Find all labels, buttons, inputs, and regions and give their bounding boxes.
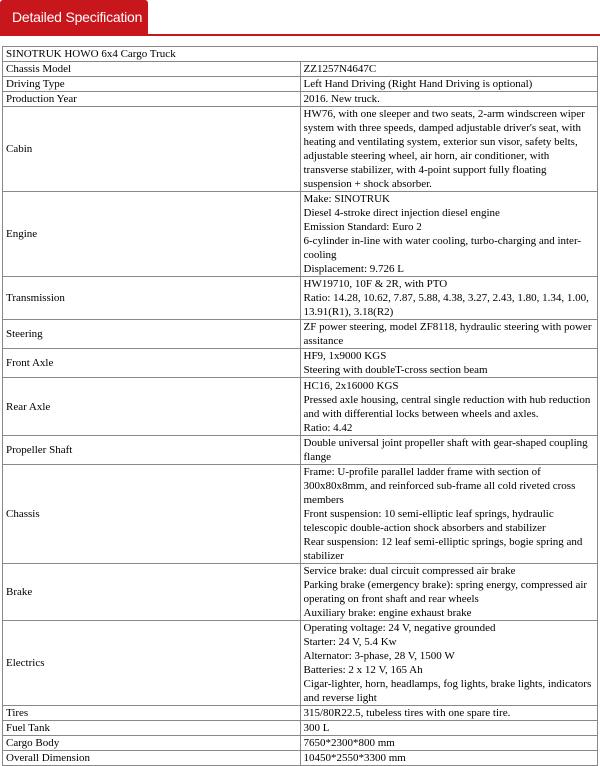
spec-value-line: Pressed axle housing, central single reduction with hub reduction and with differential locks between wheels and axles.: [303, 393, 591, 420]
spec-key: Transmission: [3, 277, 301, 320]
spec-value-line: Auxiliary brake: engine exhaust brake: [303, 607, 472, 619]
spec-value: [300, 736, 598, 751]
spec-title-row: [3, 47, 598, 62]
spec-key: Chassis Model: [3, 62, 301, 77]
spec-value-line: Frame: U-profile parallel ladder frame with section of 300x80x8mm, and reinforced sub-frame all cold riveted cross members: [303, 466, 576, 506]
spec-row: [3, 92, 598, 107]
spec-value-line: 6-cylinder in-line with water cooling, turbo-charging and inter-cooling: [303, 235, 582, 261]
spec-value-line: Alternator: 3-phase, 28 V, 1500 W: [303, 650, 455, 662]
spec-row: [3, 465, 598, 564]
spec-value: [300, 751, 598, 766]
spec-value-line: ZF power steering, model ZF8118, hydraulic steering with power assitance: [303, 321, 592, 347]
spec-row: [3, 621, 598, 706]
spec-key: Cabin: [3, 107, 301, 192]
spec-value: [300, 62, 598, 77]
spec-value-line: Displacement: 9.726 L: [303, 263, 405, 275]
spec-value-line: Parking brake (emergency brake): spring energy, compressed air operating on front shaft and rear wheels: [303, 579, 588, 605]
tab-detailed-specification[interactable]: Detailed Specification: [0, 0, 148, 34]
spec-value-line: Starter: 24 V, 5.4 Kw: [303, 636, 397, 648]
spec-value: [300, 378, 598, 436]
spec-key: Brake: [3, 564, 301, 621]
spec-value-line: Make: SINOTRUK: [303, 193, 390, 205]
spec-key: Front Axle: [3, 349, 301, 378]
spec-row: [3, 436, 598, 465]
spec-value-line: Ratio: 4.42: [303, 421, 353, 434]
spec-key: Rear Axle: [3, 378, 301, 436]
spec-value: [300, 92, 598, 107]
spec-value-line: 10450*2550*3300 mm: [303, 752, 406, 764]
spec-row: [3, 107, 598, 192]
spec-value-line: HC16, 2x16000 KGS: [303, 379, 399, 392]
spec-table: [2, 46, 598, 766]
spec-value-line: Ratio: 14.28, 10.62, 7.87, 5.88, 4.38, 3.27, 2.43, 1.80, 1.34, 1.00, 13.91(R1), 3.18(R2): [303, 292, 589, 318]
spec-title: SINOTRUK HOWO 6x4 Cargo Truck: [3, 47, 598, 62]
spec-value-line: 2016. New truck.: [303, 93, 380, 105]
spec-value: [300, 320, 598, 349]
spec-value: [300, 564, 598, 621]
spec-row: [3, 706, 598, 721]
spec-row: [3, 277, 598, 320]
spec-value-line: Front suspension: 10 semi-elliptic leaf springs, hydraulic telescopic double-action shock absorbers and stabilizer: [303, 508, 554, 534]
spec-value-line: Service brake: dual circuit compressed air brake: [303, 565, 516, 577]
spec-key: Driving Type: [3, 77, 301, 92]
spec-value: [300, 721, 598, 736]
spec-value-line: 300 L: [303, 722, 330, 734]
spec-row: [3, 192, 598, 277]
spec-row: [3, 349, 598, 378]
spec-key: Steering: [3, 320, 301, 349]
spec-row: [3, 62, 598, 77]
spec-value: [300, 77, 598, 92]
spec-key: Fuel Tank: [3, 721, 301, 736]
spec-row: [3, 378, 598, 436]
spec-value-line: Cigar-lighter, horn, headlamps, fog lights, brake lights, indicators and reverse light: [303, 678, 592, 704]
spec-value-line: 315/80R22.5, tubeless tires with one spare tire.: [303, 707, 511, 719]
spec-value: [300, 277, 598, 320]
spec-value-line: ZZ1257N4647C: [303, 63, 377, 75]
spec-value-line: HF9, 1x9000 KGS: [303, 350, 387, 362]
spec-key: Tires: [3, 706, 301, 721]
spec-value-line: Steering with doubleT-cross section beam: [303, 364, 488, 376]
spec-value: [300, 192, 598, 277]
spec-value: [300, 107, 598, 192]
spec-value-line: Double universal joint propeller shaft with gear-shaped coupling flange: [303, 437, 588, 463]
spec-key: Propeller Shaft: [3, 436, 301, 465]
spec-value-line: Emission Standard: Euro 2: [303, 221, 422, 233]
spec-value-line: HW19710, 10F & 2R, with PTO: [303, 278, 448, 290]
spec-key: Chassis: [3, 465, 301, 564]
spec-row: [3, 564, 598, 621]
spec-value-line: HW76, with one sleeper and two seats, 2-arm windscreen wiper system with three speeds, damped adjustable driver's seat, with heating and ventilating system, exterior sun visor, safety belts, adjustable steering wheel, air horn, air conditioner, with transverse stabilizer, with 4-point support fully floating suspension + shock absorber.: [303, 108, 585, 190]
spec-value-line: Batteries: 2 x 12 V, 165 Ah: [303, 664, 423, 676]
spec-value-line: Left Hand Driving (Right Hand Driving is optional): [303, 78, 533, 90]
spec-key: Overall Dimension: [3, 751, 301, 766]
spec-row: [3, 721, 598, 736]
spec-value: [300, 621, 598, 706]
spec-value-line: Operating voltage: 24 V, negative grounded: [303, 622, 496, 634]
spec-value-line: 7650*2300*800 mm: [303, 737, 395, 749]
spec-row: [3, 77, 598, 92]
spec-key: Electrics: [3, 621, 301, 706]
section-header: [0, 0, 600, 36]
spec-value: [300, 349, 598, 378]
spec-row: [3, 320, 598, 349]
spec-key: Cargo Body: [3, 736, 301, 751]
spec-key: Engine: [3, 192, 301, 277]
spec-row: [3, 736, 598, 751]
spec-value-line: Rear suspension: 12 leaf semi-elliptic springs, bogie spring and stabilizer: [303, 536, 583, 562]
spec-value: [300, 465, 598, 564]
spec-value: [300, 706, 598, 721]
spec-value-line: Diesel 4-stroke direct injection diesel engine: [303, 207, 500, 219]
spec-value: [300, 436, 598, 465]
spec-key: Production Year: [3, 92, 301, 107]
spec-row: [3, 751, 598, 766]
